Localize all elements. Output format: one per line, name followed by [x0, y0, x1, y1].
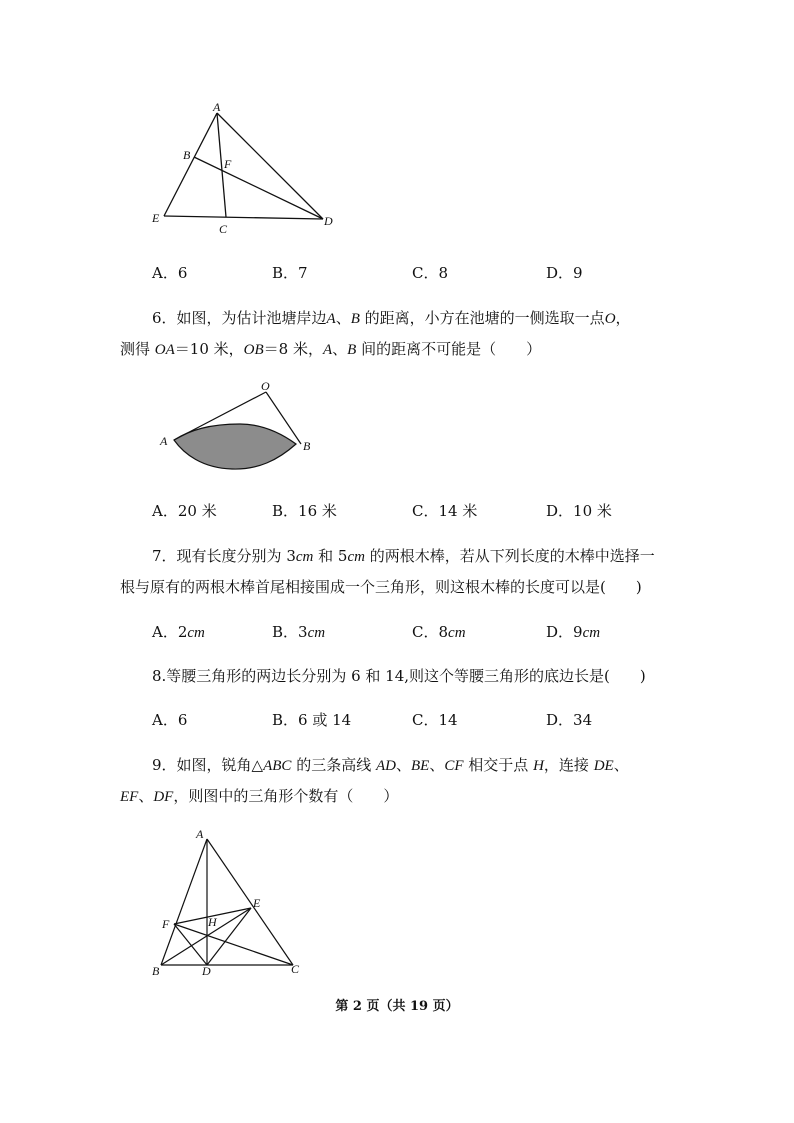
label-a: A [213, 100, 221, 114]
q6-option-b[interactable]: B．16 米 [272, 502, 337, 520]
label-e: E [152, 211, 160, 225]
segment-bd [194, 157, 323, 219]
segment-ad [217, 113, 323, 219]
page-footer: 第 2 页（共 19 页） [335, 999, 459, 1014]
q5-option-b[interactable]: B．7 [272, 264, 308, 282]
segment-ac [207, 839, 293, 965]
label-a: A [196, 827, 204, 841]
q7-option-b[interactable]: B．3cm [272, 623, 326, 641]
label-d: D [324, 214, 333, 228]
label-o: O [261, 379, 270, 393]
label-c: C [291, 962, 300, 976]
label-d: D [202, 964, 211, 978]
q5-option-c[interactable]: C．8 [412, 264, 449, 282]
q6-option-a[interactable]: A．20 米 [152, 502, 217, 520]
q6-option-d[interactable]: D．10 米 [546, 502, 612, 520]
q5-option-a[interactable]: A．6 [152, 264, 188, 282]
q8-option-c[interactable]: C．14 [412, 711, 458, 729]
label-e: E [253, 896, 261, 910]
q7-option-a[interactable]: A．2cm [152, 623, 205, 641]
label-b: B [183, 148, 191, 162]
q7-text-line2: 根与原有的两根木棒首尾相接围成一个三角形，则这根木棒的长度可以是( ) [120, 578, 642, 596]
q7-option-d[interactable]: D．9cm [546, 623, 601, 641]
label-b: B [152, 964, 160, 978]
q8-option-d[interactable]: D．34 [546, 711, 593, 729]
q8-option-a[interactable]: A．6 [152, 711, 188, 729]
figure-triangle-aed [140, 95, 360, 245]
segment-ab [161, 839, 207, 965]
label-f: F [224, 157, 232, 171]
q7-option-c[interactable]: C．8cm [412, 623, 466, 641]
label-c: C [219, 222, 228, 236]
figure-pond [150, 372, 330, 477]
q6-text-line2: 测得 OA＝10 米，OB＝8 米，A、B 间的距离不可能是（ ） [120, 340, 542, 358]
q5-option-d[interactable]: D．9 [546, 264, 583, 282]
q8-option-b[interactable]: B．6 或 14 [272, 711, 352, 729]
q9-text-line1: 9．如图，锐角△ABC 的三条高线 AD、BE、CF 相交于点 H，连接 DE、 [152, 756, 629, 774]
label-a: A [160, 434, 168, 448]
q9-text-line2: EF、DF，则图中的三角形个数有（ ） [120, 787, 399, 805]
segment-ed [164, 216, 323, 219]
q6-option-c[interactable]: C．14 米 [412, 502, 478, 520]
q6-text-line1: 6．如图，为估计池塘岸边A、B 的距离，小方在池塘的一侧选取一点O， [152, 309, 631, 327]
figure-triangle-abc-altitudes [140, 822, 320, 987]
label-f: F [162, 917, 170, 931]
label-h: H [208, 915, 217, 929]
label-b: B [303, 439, 311, 453]
q7-text-line1: 7．现有长度分别为 3cm 和 5cm 的两根木棒，若从下列长度的木棒中选择一 [152, 547, 655, 565]
altitude-be [161, 908, 251, 965]
q8-text-line1: 8.等腰三角形的两边长分别为 6 和 14,则这个等腰三角形的底边长是( ) [152, 667, 646, 685]
